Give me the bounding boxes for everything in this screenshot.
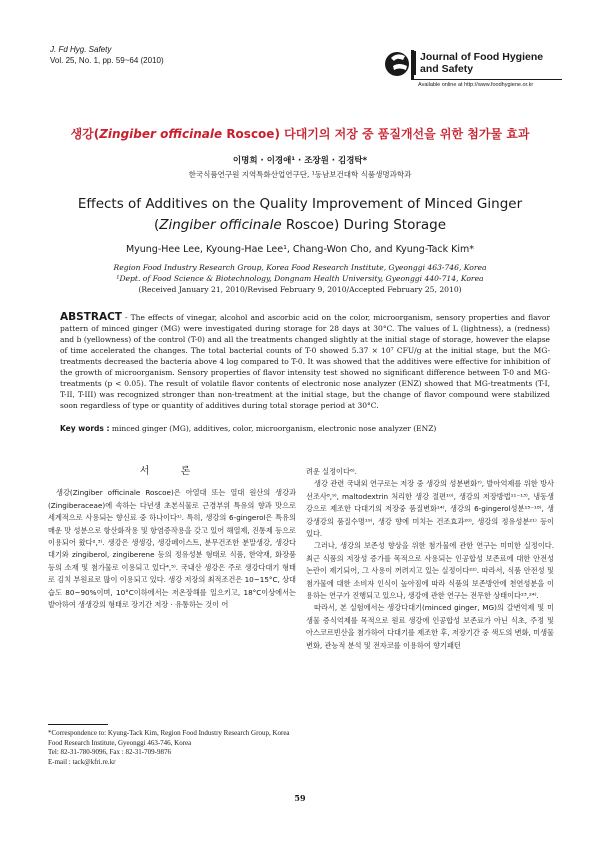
english-title-rest: Roscoe) During Storage [281,217,447,233]
english-title-latin: Zingiber officinale [159,217,282,233]
journal-online-url: Available online at http://www.foodhygiene.or.kr [414,79,562,88]
english-title [0,194,600,236]
footnote-rule [48,724,108,725]
english-title-paren: ( [153,217,160,233]
section-heading-introduction: 서 론 [139,466,205,477]
intro-paragraph-4: 따라서, 본 실험에서는 생강다대기(minced ginger, MG)의 갈변억제 및 미생물 증식억제를 목적으로 원료 생강에 인공합성 보존료가 아닌 식초, 주정 및 아스코르빈산을 첨가하여 다대기를 제조한 후, 저장기간 중 색도의 변화, 미생물 변화, 관능적 분석 및 전자코를 이용하여 향기패턴 [306,603,554,650]
abstract [60,312,550,411]
journal-masthead [414,51,562,88]
korean-title-pre: 생강( [70,127,100,141]
received-dates: (Received January 21, 2010/Revised February 9, 2010/Accepted February 25, 2010) [138,285,462,294]
journal-citation [50,44,164,66]
korean-title [0,125,600,142]
journal-title [414,51,562,75]
body-right-column [306,466,554,652]
journal-short-name: J. Fd Hyg. Safety [50,45,112,54]
keywords-text: minced ginger (MG), additives, color, microorganism, electronic nose analyzer (ENZ) [109,424,437,433]
english-affiliations [0,262,600,295]
english-authors: Myung-Hee Lee, Kyoung-Hae Lee¹, Chang-Won Cho, and Kyung-Tack Kim* [125,244,475,255]
intro-paragraph-1-cont: 려운 실정이다⁶⁾. [306,467,357,476]
keywords [60,424,550,433]
journal-title-line1: Journal of Food Hygiene [420,51,544,63]
intro-paragraph-1: 생강(Zingiber officinale Roscoe)은 아열대 또는 열대 원산의 생강과(Zingiberaceae)에 속하는 다년생 초본식물로 근경부위 특유의 향과 맛으로 세계적으로 사용되는 향신료 중 하나이다¹⁾. 특히, 생강의 6-gingerol은 특유의 매운 맛 성분으로 항산화작용 및 항염증작용을 갖고 있어 해열제, 진통제 등으로 이용되어 왔다²,³⁾. 생강은 생생강, 생강페이스트, 분무건조한 분말생강, 생강다대기와 zingiberol, zingiberene 등의 정유성분 형태로 식품, 한약재, 화장품 등의 소재 및 첨가물로 이용되고 있다⁴,⁵⁾. 국내산 생강은 주로 생강다대기 형태로 김치 부원료로 많이 이용되고 있다. 생강 저장의 최적조건은 10~15°C, 상대습도 80~90%이며, 10°C이하에서는 저온장해를 일으키고, 18°C이상에서는 발아하여 생생강의 형태로 장기간 저장 · 유통하는 것이 어 [48,488,296,610]
footnote-correspondence: *Correspondence to: Kyung-Tack Kim, Region Food Industry Research Group, Korea Food Research Institute, Gyeonggi 463-746, Korea [48,729,290,747]
journal-title-line2: and Safety [420,63,474,75]
english-title-line1: Effects of Additives on the Quality Improvement of Minced Ginger [77,196,523,212]
abstract-text: - The effects of vinegar, alcohol and ascorbic acid on the color, microorganism, sensory properties and flavor pattern of minced ginger (MG) were investigated during storage for 28 days at 30°C. The values of L (lightness), a (redness) and b (yellowness) of the control (T-0) and all the treatments changed slightly at the initial stage of storage, however the elapse of time accelerated the changes. The total bacterial counts of T-0 showed 5.37 × 10⁷ CFU/g at the initial stage, but the MG-treatments decreased the bacteria above 4 log compared to T-0. It was showed that the additives were effective for inhibition of the growth of microorganism. Sensory properties of flavor intensity test showed no significant difference between T-0 and MG-treatments (p < 0.05). The result of volatile flavor contents of electronic nose analyzer (ENZ) showed that MG-treatments (T-I, T-II, T-III) was recognized stronger than non-treatment at the initial stage, but the change of flavor compound were stabilized soon regardless of type or quantity of additives during total storage period at 30°C. [60,313,550,410]
keywords-label: Key words : [60,424,110,433]
intro-paragraph-2: 생강 관련 국내외 연구로는 저장 중 생강의 성분변화⁷⁾, 발아억제를 위한 방사선조사⁸,⁹⁾, maltodextrin 처리한 생강 절편¹⁰⁾, 생강의 저장방법¹¹⁻¹³⁾, 냉동생강으로 제조한 다대기의 저장중 품질변화¹⁴⁾, 생강의 6-gingerol성분¹⁵⁻¹⁸⁾, 생강생강의 품질수명¹⁹⁾, 생강 향에 미치는 건조효과²⁰⁾, 생강의 정유성분²¹⁾ 등이 있다. [306,479,554,539]
korean-title-latin: Zingiber officinale [99,127,223,141]
korean-affiliation: 한국식품연구원 지역특화산업연구단, ¹동남보건대학 식품생명과학과 [188,170,412,179]
footnote-phone: Tel: 82-31-780-9096, Fax : 82-31-709-9876 [48,748,171,756]
affiliation-1: Region Food Industry Research Group, Korea Food Research Institute, Gyeonggi 463-746, Korea [113,263,487,272]
english-title-line2 [0,215,600,236]
abstract-label: ABSTRACT [60,311,122,323]
page-number: 59 [294,793,306,803]
intro-paragraph-3: 그러나, 생강의 보존성 향상을 위한 첨가물에 관한 연구는 미미한 실정이다. 최근 식품의 저장성 증가를 목적으로 사용되는 인공합성 보존료에 대한 안전성 논란이 제기되어, 그 사용이 꺼려지고 있는 실정이다²²⁾. 따라서, 식품 안전성 및 첨가물에 대한 소비자 인식이 높아짐에 따라 식품의 보존방안에 천연성분을 이용하는 연구가 진행되고 있으나, 생강에 관한 연구는 전무한 상태이다²³,²⁴⁾. [306,541,554,601]
body-left-column [48,466,296,611]
footnote-email: E-mail : tack@kfri.re.kr [48,757,116,766]
korean-authors: 이명희 · 이경애¹ · 조장원 · 김경탁* [232,156,368,166]
affiliation-2: ¹Dept. of Food Science & Biotechnology, Dongnam Health University, Gyeonggi 440-714, Korea [116,274,484,283]
volume-info: Vol. 25, No. 1, pp. 59~64 (2010) [50,56,164,65]
correspondence-footnote [48,729,294,767]
korean-title-post: Roscoe) 다대기의 저장 중 품질개선을 위한 첨가물 효과 [222,127,530,141]
